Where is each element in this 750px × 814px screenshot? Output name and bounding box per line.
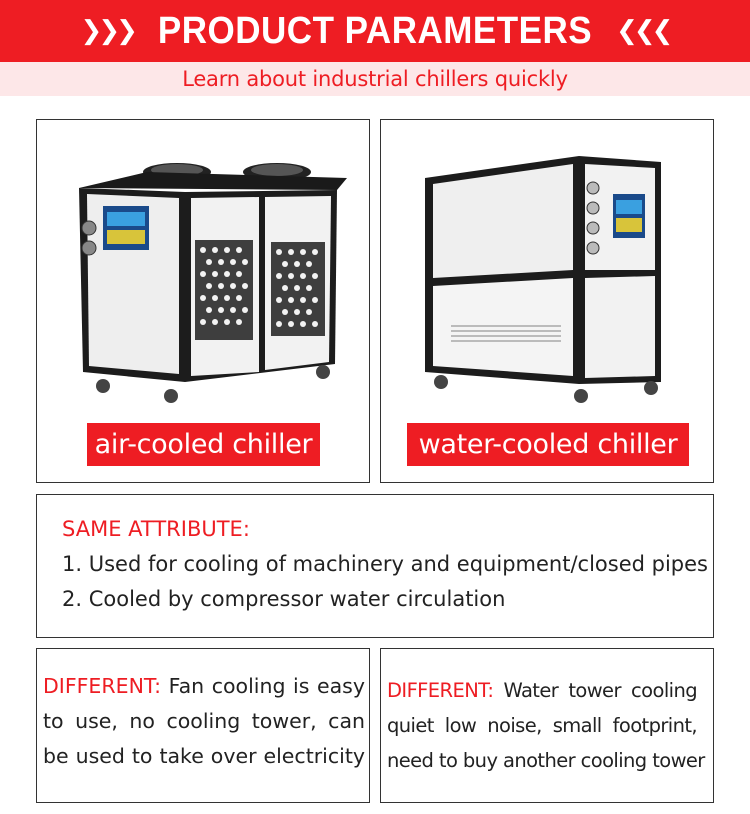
same-attribute-item: 1. Used for cooling of machinery and equipment/closed pipes [62, 552, 708, 576]
product-label-air-cooled: air-cooled chiller [87, 423, 320, 466]
difference-label: DIFFERENT: [43, 674, 162, 698]
product-card-water-cooled [380, 119, 714, 483]
chevron-left-icon: ❮❮❮ [616, 16, 670, 46]
difference-line: to use, no cooling tower, can [43, 709, 365, 733]
same-attribute-heading: SAME ATTRIBUTE: [62, 517, 250, 541]
chevron-right-icon: ❯❯❯ [80, 16, 134, 46]
difference-box-water-cooled [380, 648, 714, 803]
difference-line [43, 669, 365, 704]
subtitle-bar [0, 62, 750, 96]
same-attribute-box [36, 494, 714, 638]
product-card-air-cooled [36, 119, 370, 483]
difference-line-text: Water tower cooling [493, 679, 697, 702]
difference-line-text: Fan cooling is easy [161, 674, 365, 698]
difference-text [387, 673, 705, 778]
difference-box-air-cooled [36, 648, 370, 803]
same-attribute-item: 2. Cooled by compressor water circulation [62, 587, 506, 611]
difference-line: quiet low noise, small footprint, [387, 714, 697, 737]
difference-line: be used to take over electricity [43, 744, 365, 768]
difference-text [43, 669, 365, 774]
page-title: PRODUCT PARAMETERS [157, 9, 593, 52]
water-cooled-chiller-image [381, 120, 715, 420]
difference-line: need to buy another cooling tower [387, 749, 705, 772]
difference-line [387, 673, 697, 708]
air-cooled-chiller-image [37, 120, 371, 420]
product-label-water-cooled: water-cooled chiller [407, 423, 689, 466]
header-title-row [0, 0, 750, 62]
difference-label: DIFFERENT: [387, 679, 494, 702]
subtitle: Learn about industrial chillers quickly [182, 67, 568, 91]
